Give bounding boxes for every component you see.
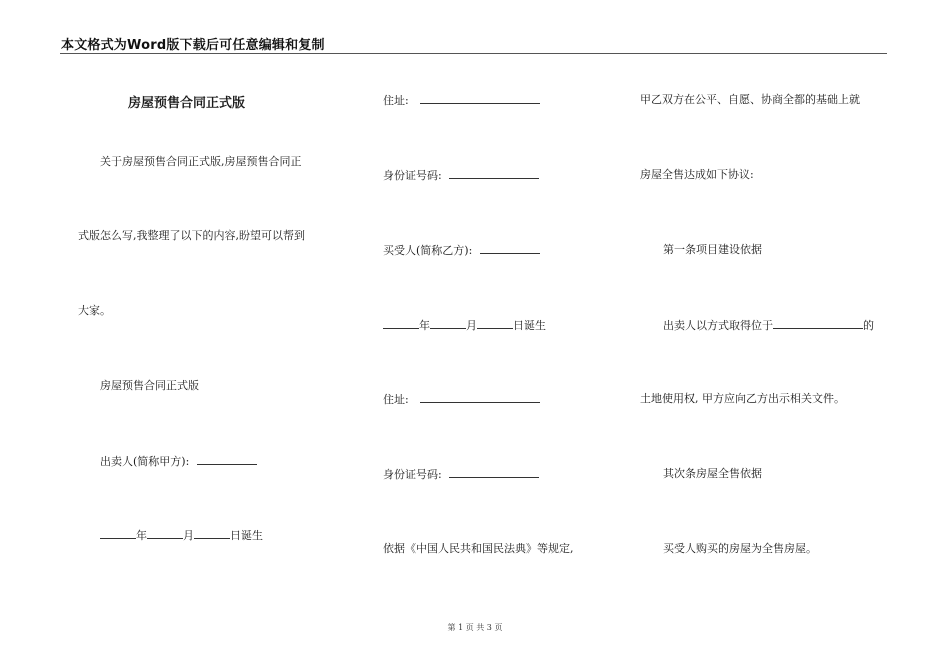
- birth-year-label: 年: [136, 529, 147, 542]
- birth-month-label: 月: [183, 529, 194, 542]
- buyer-line: [383, 243, 540, 258]
- seller-address-line: [383, 93, 540, 108]
- buyer-address-line: [383, 392, 540, 407]
- intro-line-1: 关于房屋预售合同正式版,房屋预售合同正: [100, 155, 302, 168]
- article-1-heading: 第一条项目建设依据: [663, 243, 762, 256]
- birth-year-blank: [383, 318, 419, 329]
- buyer-label: 买受人(简称乙方):: [383, 244, 473, 257]
- address-label: 住址:: [383, 393, 409, 406]
- agreement-line-1: 甲乙双方在公平、自愿、协商全都的基础上就: [640, 93, 860, 106]
- land-location-suffix: 的: [863, 319, 874, 332]
- id-label: 身份证号码:: [383, 468, 442, 481]
- seller-id-line: [383, 168, 539, 183]
- land-use-line: 土地使用权, 甲方应向乙方出示相关文件。: [640, 392, 845, 405]
- legal-basis-line: 依据《中国人民共和国民法典》等规定,: [383, 542, 574, 555]
- purchase-line: 买受人购买的房屋为全售房屋。: [663, 542, 817, 555]
- agreement-line-2: 房屋全售达成如下协议:: [640, 168, 754, 181]
- birth-suffix-label: 日诞生: [230, 529, 263, 542]
- id-label: 身份证号码:: [383, 169, 442, 182]
- seller-birth-line: [100, 528, 263, 543]
- intro-line-3: 大家。: [78, 304, 111, 317]
- article-2-heading: 其次条房屋全售依据: [663, 467, 762, 480]
- contract-subtitle: 房屋预售合同正式版: [100, 379, 199, 392]
- birth-month-label: 月: [466, 319, 477, 332]
- birth-month-blank: [147, 528, 183, 539]
- birth-day-blank: [477, 318, 513, 329]
- land-location-line: [663, 318, 874, 333]
- address-label: 住址:: [383, 94, 409, 107]
- header-divider: [60, 53, 887, 54]
- birth-day-blank: [194, 528, 230, 539]
- intro-line-2: 式版怎么写,我整理了以下的内容,盼望可以帮到: [78, 229, 305, 242]
- birth-month-blank: [430, 318, 466, 329]
- buyer-name-blank: [480, 243, 540, 254]
- seller-name-blank: [197, 454, 257, 465]
- page-number: 第 1 页 共 3 页: [447, 623, 503, 632]
- document-title: 房屋预售合同正式版: [128, 96, 246, 111]
- birth-year-blank: [100, 528, 136, 539]
- birth-year-label: 年: [419, 319, 430, 332]
- birth-suffix-label: 日诞生: [513, 319, 546, 332]
- buyer-birth-line: [383, 318, 546, 333]
- seller-line: [100, 454, 257, 469]
- land-location-blank: [773, 318, 863, 329]
- id-blank: [449, 168, 539, 179]
- address-blank: [420, 392, 540, 403]
- document-header: 本文格式为Word版下载后可任意编辑和复制: [61, 38, 325, 53]
- buyer-id-line: [383, 467, 539, 482]
- seller-label: 出卖人(简称甲方):: [100, 455, 190, 468]
- address-blank: [420, 93, 540, 104]
- land-location-prefix: 出卖人以方式取得位于: [663, 319, 773, 332]
- id-blank: [449, 467, 539, 478]
